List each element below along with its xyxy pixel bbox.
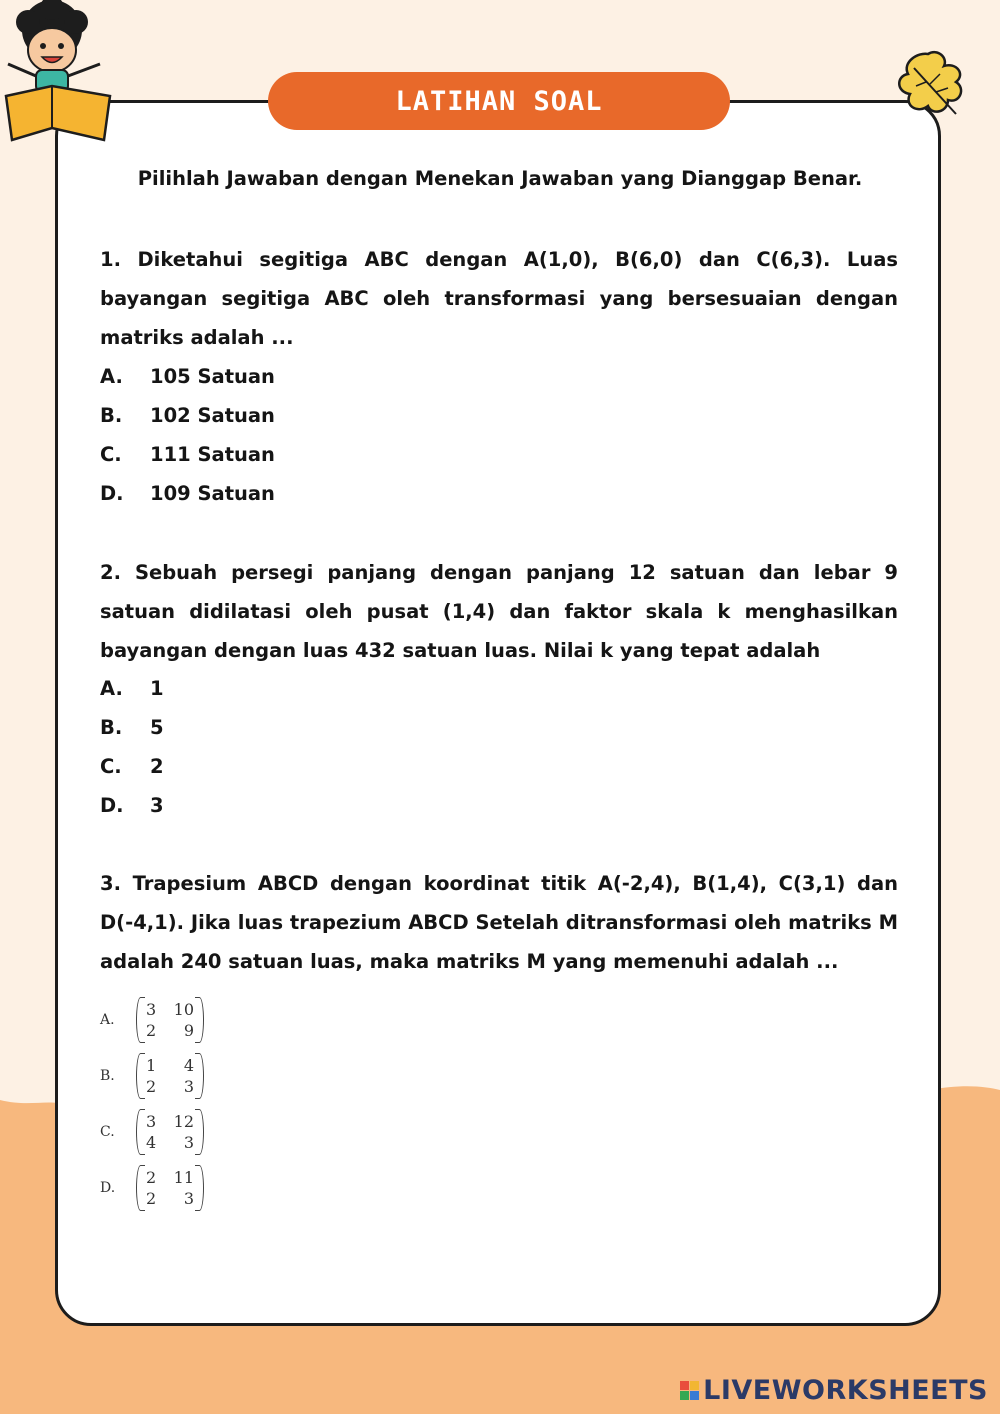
option-text: 109 Satuan — [150, 482, 275, 505]
matrix-cell: 4 — [183, 1056, 194, 1075]
matrix-cell: 2 — [146, 1077, 157, 1096]
option-letter: B. — [100, 404, 123, 427]
page-title — [268, 72, 730, 130]
question-3-option-d[interactable] — [100, 1160, 204, 1216]
page-title-text: LATIHAN SOAL — [395, 85, 603, 117]
matrix-cell: 3 — [146, 1000, 157, 1019]
question-3-option-a[interactable] — [100, 992, 204, 1048]
instruction-text: Pilihlah Jawaban dengan Menekan Jawaban yang Dianggap Benar. — [137, 167, 863, 190]
matrix-cell: 4 — [146, 1133, 157, 1152]
matrix-cell: 3 — [183, 1189, 194, 1208]
liveworksheets-logo[interactable] — [680, 1375, 988, 1406]
option-letter: A. — [100, 677, 123, 700]
question-1-text: 1. Diketahui segitiga ABC dengan A(1,0), B(6,0) dan C(6,3). Luas bayangan segitiga ABC oleh transformasi yang bersesuaian dengan matriks adalah ... — [100, 248, 898, 349]
matrix-cell: 1 — [146, 1056, 157, 1075]
matrix-cell: 3 — [183, 1077, 194, 1096]
option-text: 5 — [150, 716, 164, 739]
matrix-cell: 10 — [173, 1000, 194, 1019]
matrix — [136, 1167, 204, 1209]
logo-mark-icon — [680, 1381, 699, 1400]
matrix-cell: 2 — [146, 1189, 157, 1208]
question-1-option-c[interactable] — [100, 435, 275, 474]
option-text: 2 — [150, 755, 164, 778]
matrix-cell: 12 — [173, 1112, 194, 1131]
option-letter: D. — [100, 1180, 116, 1196]
matrix-cell: 11 — [173, 1168, 194, 1187]
question-1-option-a[interactable] — [100, 357, 275, 396]
question-1-options — [100, 357, 275, 513]
option-letter: D. — [100, 482, 124, 505]
question-2-options — [100, 669, 164, 825]
question-3-text: 3. Trapesium ABCD dengan koordinat titik A(-2,4), B(1,4), C(3,1) dan D(-4,1). Jika luas trapezium ABCD Setelah ditransformasi oleh matriks M adalah 240 satuan luas, maka matriks M yang memenuhi adalah ... — [100, 872, 898, 973]
option-text: 111 Satuan — [150, 443, 275, 466]
logo-text: LIVEWORKSHEETS — [703, 1375, 988, 1406]
option-letter: C. — [100, 443, 122, 466]
question-2-option-d[interactable] — [100, 786, 164, 825]
question-1-option-d[interactable] — [100, 474, 275, 513]
matrix — [136, 1111, 204, 1153]
leaf-icon — [890, 46, 970, 126]
question-2-option-b[interactable] — [100, 708, 164, 747]
option-letter: B. — [100, 1068, 115, 1084]
question-3-option-c[interactable] — [100, 1104, 204, 1160]
question-3-options — [100, 992, 204, 1216]
kid-reading-icon — [0, 0, 120, 150]
matrix — [136, 999, 204, 1041]
matrix-cell: 3 — [183, 1133, 194, 1152]
option-letter: D. — [100, 794, 124, 817]
question-3-option-b[interactable] — [100, 1048, 204, 1104]
option-letter: A. — [100, 365, 123, 388]
option-letter: A. — [100, 1012, 115, 1028]
matrix-cell: 3 — [146, 1112, 157, 1131]
option-text: 1 — [150, 677, 164, 700]
question-2-text: 2. Sebuah persegi panjang dengan panjang 12 satuan dan lebar 9 satuan didilatasi oleh pusat (1,4) dan faktor skala k menghasilkan bayangan dengan luas 432 satuan luas. Nilai k yang tepat adalah — [100, 561, 898, 662]
question-2-option-a[interactable] — [100, 669, 164, 708]
option-letter: C. — [100, 755, 122, 778]
option-text: 102 Satuan — [150, 404, 275, 427]
question-1-option-b[interactable] — [100, 396, 275, 435]
matrix-cell: 2 — [146, 1021, 157, 1040]
option-text: 105 Satuan — [150, 365, 275, 388]
option-letter: C. — [100, 1124, 115, 1140]
option-letter: B. — [100, 716, 123, 739]
matrix-cell: 9 — [183, 1021, 194, 1040]
matrix — [136, 1055, 204, 1097]
matrix-cell: 2 — [146, 1168, 157, 1187]
question-2-option-c[interactable] — [100, 747, 164, 786]
option-text: 3 — [150, 794, 164, 817]
